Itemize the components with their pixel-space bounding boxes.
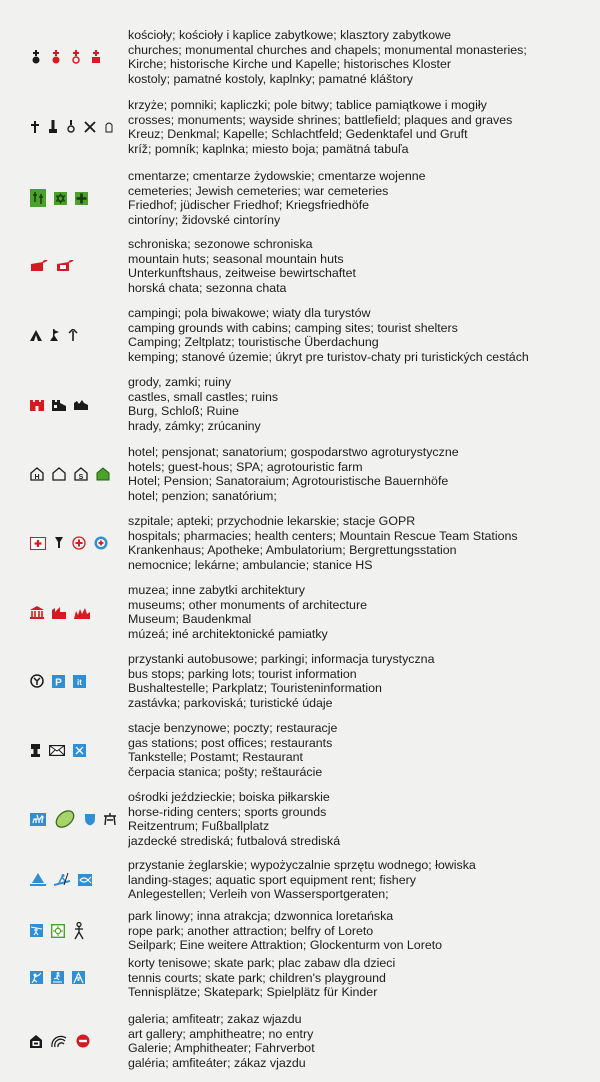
legend-line: bus stops; parking lots; tourist information xyxy=(128,666,357,681)
legend-line: tennis courts; skate park; children's playground xyxy=(128,970,386,985)
legend-row-icons xyxy=(30,375,125,433)
legend-line: múzeá; iné architektonické pamiatky xyxy=(128,626,328,641)
legend-line: kościoły; kościoły i kaplice zabytkowe; klasztory zabytkowe xyxy=(128,28,451,42)
legend-line: grody, zamki; ruiny xyxy=(128,375,232,389)
legend-line: przystanki autobusowe; parkingi; informacja turystyczna xyxy=(128,652,435,666)
sports-ground-icon xyxy=(84,813,96,826)
legend-row xyxy=(0,790,600,848)
legend-row xyxy=(0,28,600,86)
water-sport-rental-icon xyxy=(54,873,70,887)
legend-row-icons xyxy=(30,98,125,156)
legend-row xyxy=(0,652,600,710)
legend-line: Kirche; historische Kirche und Kapelle; historisches Kloster xyxy=(128,57,451,72)
legend-line: zastávka; parkoviská; turistické údaje xyxy=(128,695,333,710)
legend-row-icons xyxy=(30,514,125,572)
legend-row xyxy=(0,169,600,227)
picnic-icon xyxy=(104,813,116,825)
legend-row-icons xyxy=(30,652,125,710)
legend-line: muzea; inne zabytki architektury xyxy=(128,583,305,597)
legend-line: ośrodki jeździeckie; boiska piłkarskie xyxy=(128,790,330,804)
tennis-court-icon xyxy=(30,971,43,984)
legend-line: szpitale; apteki; przychodnie lekarskie; stacje GOPR xyxy=(128,514,416,528)
post-office-icon xyxy=(49,745,65,756)
bus-stop-icon xyxy=(30,674,44,688)
cemetery-icon xyxy=(30,189,46,207)
legend-line: hotel; penzion; sanatórium; xyxy=(128,488,277,503)
legend-line: kostoly; pamatné kostoly, kaplnky; pamatné kláštory xyxy=(128,71,413,86)
legend-line: Camping; Zeltplatz; touristische Überdachung xyxy=(128,335,379,350)
legend-row-text xyxy=(128,1012,598,1070)
legend-line: korty tenisowe; skate park; plac zabaw dla dzieci xyxy=(128,956,396,970)
legend-line: čerpacia stanica; pošty; reštaurácie xyxy=(128,764,323,779)
legend-row-text xyxy=(128,514,598,572)
cross-icon xyxy=(30,120,40,134)
legend-row xyxy=(0,237,600,295)
legend-line: galéria; amfiteáter; zákaz vjazdu xyxy=(128,1055,306,1070)
playground-icon xyxy=(72,971,85,984)
legend-line: przystanie żeglarskie; wypożyczalnie sprzętu wodnego; łowiska xyxy=(128,858,476,872)
castle-icon xyxy=(30,398,44,411)
restaurant-icon xyxy=(73,744,86,757)
svg-text:S: S xyxy=(78,474,84,482)
ruins-icon xyxy=(74,398,88,410)
legend-row-text xyxy=(128,98,598,156)
legend-line: mountain huts; seasonal mountain huts xyxy=(128,251,344,266)
church-icon xyxy=(30,50,42,64)
legend-line: cemeteries; Jewish cemeteries; war cemeteries xyxy=(128,183,389,198)
legend-line: kemping; stanové územie; úkryt pre turistov-chaty pri turistických cestách xyxy=(128,349,529,364)
legend-row-icons xyxy=(30,28,125,86)
chapel-icon xyxy=(70,50,82,64)
mountain-hut-icon xyxy=(30,260,48,272)
gas-station-icon xyxy=(30,744,41,757)
legend-line: Unterkunftshaus, zeitweise bewirtschaftet xyxy=(128,266,356,281)
wayside-shrine-icon xyxy=(66,120,76,134)
legend-line: Tankstelle; Postamt; Restaurant xyxy=(128,750,303,765)
horse-riding-icon xyxy=(30,813,46,826)
legend-line: castles, small castles; ruins xyxy=(128,389,279,404)
legend-line: cmentarze; cmentarze żydowskie; cmentarze wojenne xyxy=(128,169,426,183)
pharmacy-icon xyxy=(54,536,64,550)
legend-line: Hotel; Pension; Sanatoraium; Agrotouristische Bauernhöfe xyxy=(128,474,449,489)
legend-line: horse-riding centers; sports grounds xyxy=(128,804,327,819)
legend-row-icons xyxy=(30,445,125,503)
legend-row-icons xyxy=(30,306,125,364)
legend-line: schroniska; sezonowe schroniska xyxy=(128,237,313,251)
legend-line: campingi; pola biwakowe; wiaty dla turystów xyxy=(128,306,371,320)
legend-row-icons xyxy=(30,1012,125,1070)
legend-line: cintoríny; židovské cintoríny xyxy=(128,212,281,227)
skate-park-icon xyxy=(51,971,64,984)
tourist-info-icon xyxy=(73,675,86,688)
legend-row-text xyxy=(128,583,598,641)
attraction-icon xyxy=(51,924,65,938)
legend-row-text xyxy=(128,28,598,86)
legend-row-icons xyxy=(30,790,125,848)
jewish-cemetery-icon xyxy=(54,192,67,205)
monument-architecture-icon xyxy=(52,606,66,619)
legend-row xyxy=(0,721,600,779)
legend-line: landing-stages; aquatic sport equipment rent; fishery xyxy=(128,872,416,887)
legend-line: kríž; pomník; kaplnka; miesto boja; pamätná tabuľa xyxy=(128,141,409,156)
legend-row-text xyxy=(128,721,598,779)
museum-icon xyxy=(30,606,44,619)
legend-line: hrady, zámky; zrúcaniny xyxy=(128,418,261,433)
legend-line: museums; other monuments of architecture xyxy=(128,597,367,612)
monument-icon xyxy=(48,120,58,134)
rescue-station-icon xyxy=(94,536,108,550)
football-pitch-icon xyxy=(54,810,76,828)
legend-row-icons xyxy=(30,858,125,902)
legend-line: hospitals; pharmacies; health centers; Mountain Rescue Team Stations xyxy=(128,528,518,543)
legend-line: crosses; monuments; wayside shrines; battlefield; plaques and graves xyxy=(128,112,513,127)
legend-row-icons xyxy=(30,237,125,295)
legend-row-icons xyxy=(30,956,125,1000)
legend-line: Anlegestellen; Verleih von Wassersportgeraten; xyxy=(128,887,389,902)
fishery-icon xyxy=(78,874,92,886)
legend-line: krzyże; pomniki; kapliczki; pole bitwy; tablice pamiątkowe i mogiły xyxy=(128,98,487,112)
svg-text:P: P xyxy=(55,677,62,688)
legend-row xyxy=(0,583,600,641)
legend-row xyxy=(0,956,600,1000)
legend-row-text xyxy=(128,858,598,902)
legend-row-text xyxy=(128,956,598,1000)
belfry-icon xyxy=(73,922,85,940)
legend-row-icons xyxy=(30,909,125,953)
legend-row-text xyxy=(128,445,598,503)
legend-line: churches; monumental churches and chapels; monumental monasteries; xyxy=(128,42,527,57)
health-center-icon xyxy=(72,536,86,550)
amphitheatre-icon xyxy=(50,1034,68,1048)
memorial-plaque-icon xyxy=(104,121,114,133)
legend-row xyxy=(0,306,600,364)
camping-site-icon xyxy=(50,329,60,341)
legend-line: art gallery; amphitheatre; no entry xyxy=(128,1026,314,1041)
legend-row xyxy=(0,909,600,953)
legend-line: Krankenhaus; Apotheke; Ambulatorium; Bergrettungsstation xyxy=(128,543,457,558)
legend-line: Kreuz; Denkmal; Kapelle; Schlachtfeld; Gedenktafel und Gruft xyxy=(128,127,468,142)
war-cemetery-icon xyxy=(75,192,88,205)
legend-line: stacje benzynowe; poczty; restauracje xyxy=(128,721,338,735)
legend-row-text xyxy=(128,169,598,227)
agrotouristic-farm-icon xyxy=(96,467,110,481)
legend-row xyxy=(0,514,600,572)
no-entry-icon xyxy=(76,1034,90,1048)
small-castle-icon xyxy=(52,398,66,411)
tourist-shelter-icon xyxy=(68,329,78,341)
legend-row xyxy=(0,375,600,433)
heritage-site-icon xyxy=(74,606,90,619)
legend-line: camping grounds with cabins; camping sites; tourist shelters xyxy=(128,320,458,335)
gallery-icon xyxy=(30,1035,42,1048)
monumental-church-icon xyxy=(50,50,62,64)
legend-line: rope park; another attraction; belfry of Loreto xyxy=(128,923,374,938)
legend-row xyxy=(0,445,600,503)
legend-row-text xyxy=(128,375,598,433)
legend-row-text xyxy=(128,237,598,295)
legend-line: Galerie; Amphitheater; Fahrverbot xyxy=(128,1041,315,1056)
landing-stage-icon xyxy=(30,873,46,886)
legend-line: Museum; Baudenkmal xyxy=(128,612,252,627)
legend-row-text xyxy=(128,909,598,953)
legend-line: jazdecké strediská; futbalová strediská xyxy=(128,833,341,848)
legend-row-icons xyxy=(30,169,125,227)
rope-park-icon xyxy=(30,924,43,937)
legend-line: Friedhof; jüdischer Friedhof; Kriegsfriedhöfe xyxy=(128,198,370,213)
svg-text:it: it xyxy=(77,677,82,687)
legend-line: Bushaltestelle; Parkplatz; Touristeninformation xyxy=(128,681,382,696)
legend-row-icons xyxy=(30,583,125,641)
legend-line: gas stations; post offices; restaurants xyxy=(128,735,333,750)
legend-row xyxy=(0,98,600,156)
battlefield-icon xyxy=(84,121,96,133)
legend-line: horská chata; sezonna chata xyxy=(128,280,287,295)
parking-icon xyxy=(52,675,65,688)
svg-text:H: H xyxy=(34,474,40,482)
legend-row xyxy=(0,858,600,902)
monastery-icon xyxy=(90,50,102,64)
legend-row-text xyxy=(128,790,598,848)
legend-row-text xyxy=(128,652,598,710)
camping-icon xyxy=(30,330,42,341)
legend-line: hotels; guest-hous; SPA; agrotouristic farm xyxy=(128,459,363,474)
legend-line: hotel; pensjonat; sanatorium; gospodarstwo agroturystyczne xyxy=(128,445,459,459)
legend-line: Reitzentrum; Fußballplatz xyxy=(128,819,270,834)
legend-row-text xyxy=(128,306,598,364)
legend-line: Tennisplätze; Skatepark; Spielplätz für Kinder xyxy=(128,985,378,1000)
hospital-icon xyxy=(30,537,46,550)
legend-line: park linowy; inna atrakcja; dzwonnica loretańska xyxy=(128,909,394,923)
legend-line: nemocnice; lekárne; ambulancie; stanice HS xyxy=(128,557,373,572)
spa-icon xyxy=(74,467,88,481)
guest-house-icon xyxy=(52,467,66,481)
legend-line: Seilpark; Eine weitere Attraktion; Glockenturm von Loreto xyxy=(128,938,443,953)
seasonal-hut-icon xyxy=(56,260,74,272)
legend-row-icons xyxy=(30,721,125,779)
legend-row xyxy=(0,1012,600,1070)
hotel-icon xyxy=(30,467,44,481)
legend-line: galeria; amfiteatr; zakaz wjazdu xyxy=(128,1012,302,1026)
legend-line: Burg, Schloß; Ruine xyxy=(128,404,239,419)
